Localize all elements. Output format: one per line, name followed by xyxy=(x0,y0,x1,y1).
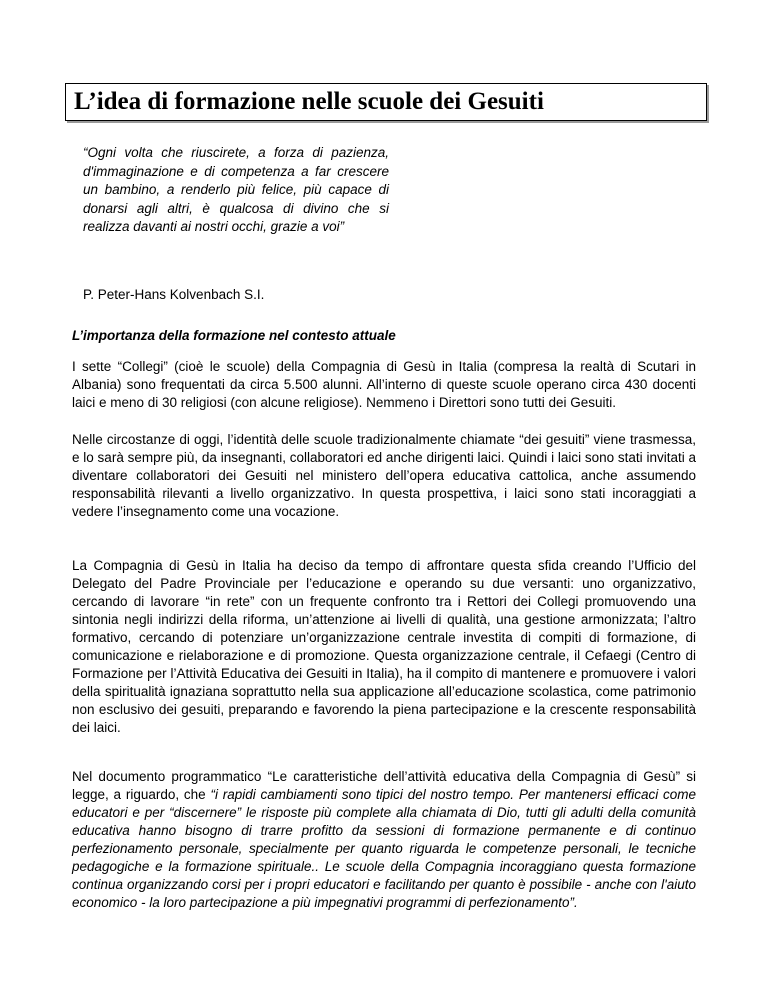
document-title: L’idea di formazione nelle scuole dei Gesuiti xyxy=(74,88,544,115)
paragraph-4-intro: Nel documento programmatico “Le caratteristiche dell’attività educativa della Compagnia di Gesù” si legge, a riguardo, che xyxy=(72,769,696,802)
paragraph-4 xyxy=(72,768,696,912)
paragraph-1: I sette “Collegi” (cioè le scuole) della Compagnia di Gesù in Italia (compresa la realtà di Scutari in Albania) sono frequentati da circa 5.500 alunni. All’interno di queste scuole operano circa 430 docenti laici e meno di 30 religiosi (con alcune religiose). Nemmeno i Direttori sono tutti dei Gesuiti. xyxy=(72,359,696,410)
title-box xyxy=(65,83,707,121)
paragraph-4-citation: “i rapidi cambiamenti sono tipici del nostro tempo. Per mantenersi efficaci come educatori e per “discernere” le risposte più complete alla chiamata di Dio, tutti gli adulti della comunità educativa hanno bisogno di trarre profitto da sessioni di formazione permanente e di continuo perfezionamento personale, specialmente per quanto riguarda le competenze personali, le tecniche pedagogiche e la formazione spirituale.. Le scuole della Compagnia incoraggiano questa formazione continua organizzando corsi per i propri educatori e facilitando per quanto è possibile - anche con l'aiuto economico - la loro partecipazione a più impegnativi programmi di perfezionamento”. xyxy=(72,787,696,910)
paragraph-2: Nelle circostanze di oggi, l’identità delle scuole tradizionalmente chiamate “dei gesuiti” viene trasmessa, e lo sarà sempre più, da insegnanti, collaboratori ed anche dirigenti laici. Quindi i laici sono stati invitati a diventare collaboratori dei Gesuiti nel ministero dell’opera educativa cattolica, anche assumendo responsabilità rilevanti a livello organizzativo. In questa prospettiva, i laici sono stati incoraggiati a vedere l’insegnamento come una vocazione. xyxy=(72,432,696,519)
epigraph-quote: “Ogni volta che riuscirete, a forza di pazienza, d'immaginazione e di competenza a far crescere un bambino, a renderlo più felice, più capace di donarsi agli altri, è qualcosa di divino che si realizza davanti ai nostri occhi, grazie a voi” xyxy=(83,145,389,234)
paragraph-3: La Compagnia di Gesù in Italia ha deciso da tempo di affrontare questa sfida creando l’Ufficio del Delegato del Padre Provinciale per l’educazione e operando su due versanti: uno organizzativo, cercando di lavorare “in rete” con un frequente confronto tra i Rettori dei Collegi promuovendo una sintonia negli indirizzi della riforma, un’attenzione ai livelli di qualità, una gestione armonizzata; l’altro formativo, cercando di potenziare un’organizzazione centrale investita di compiti di formazione, di comunicazione e rielaborazione e di promozione. Questa organizzazione centrale, il Cefaegi (Centro di Formazione per l’Attività Educativa dei Gesuiti in Italia), ha il compito di mantenere e promuovere i valori della spiritualità ignaziana soprattutto nella sua applicazione all’educazione scolastica, come patrimonio non esclusivo dei gesuiti, preparando e favorendo la piena partecipazione e la crescente responsabilità dei laici. xyxy=(72,558,696,735)
section-heading: L’importanza della formazione nel contesto attuale xyxy=(72,328,396,343)
epigraph-author: P. Peter-Hans Kolvenbach S.I. xyxy=(83,287,265,302)
